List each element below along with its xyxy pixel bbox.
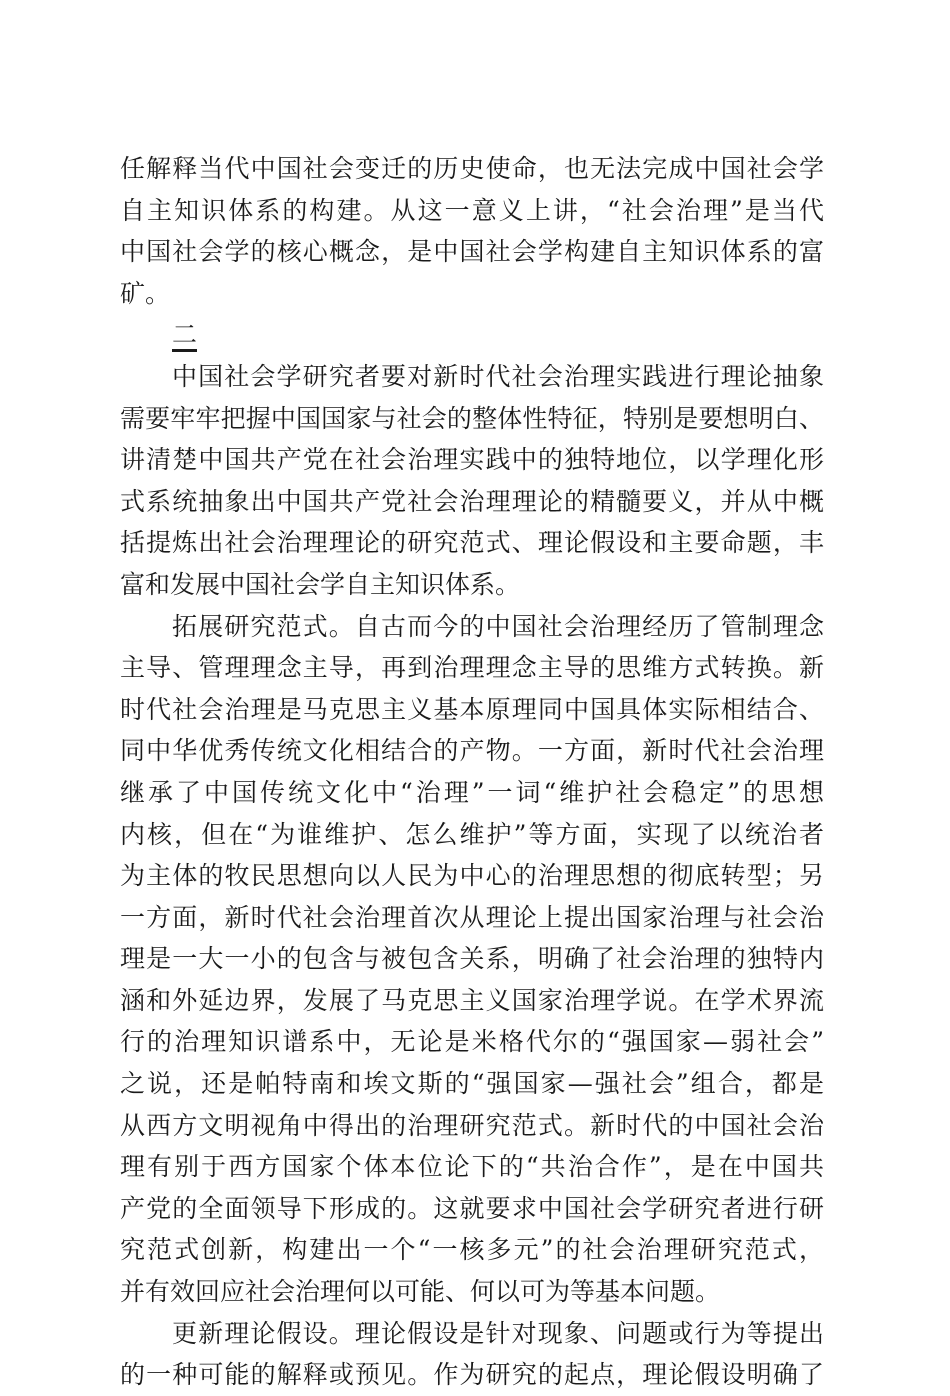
section-number: 二 (172, 314, 197, 356)
paragraph-theoretical-hypothesis (120, 1313, 824, 1396)
text-line: 自主知识体系的构建。从这一意义上讲，“社会治理”是当代 (120, 195, 824, 225)
section-heading (120, 314, 824, 356)
text-line: 更新理论假设。理论假设是针对现象、问题或行为等提出 (172, 1318, 824, 1348)
text-line: 理是一大一小的包含与被包含关系，明确了社会治理的独特内 (120, 944, 824, 974)
text-line: 继承了中国传统文化中“治理”一词“维护社会稳定”的思想 (120, 777, 824, 807)
paragraph-research-paradigm (120, 606, 824, 1313)
text-line: 主导、管理理念主导，再到治理理念主导的思维方式转换。新 (120, 653, 824, 683)
text-line: 内核，但在“为谁维护、怎么维护”等方面，实现了以统治者 (120, 819, 824, 849)
text-line: 括提炼出社会治理理论的研究范式、理论假设和主要命题，丰 (120, 528, 824, 558)
paragraph-carryover (120, 148, 824, 314)
paragraph-intro (120, 356, 824, 606)
text-line: 任解释当代中国社会变迁的历史使命，也无法完成中国社会学 (120, 154, 824, 183)
text-line: 富和发展中国社会学自主知识体系。 (120, 569, 521, 599)
text-line: 从西方文明视角中得出的治理研究范式。新时代的中国社会治 (120, 1110, 824, 1140)
text-line: 矿。 (120, 278, 171, 308)
text-line: 理有别于西方国家个体本位论下的“共治合作”，是在中国共 (120, 1152, 824, 1182)
text-line: 时代社会治理是马克思主义基本原理同中国具体实际相结合、 (120, 694, 824, 724)
text-line: 为主体的牧民思想向以人民为中心的治理思想的彻底转型；另 (120, 861, 824, 891)
text-line: 涵和外延边界，发展了马克思主义国家治理学说。在学术界流 (120, 985, 824, 1015)
text-line: 同中华优秀传统文化相结合的产物。一方面，新时代社会治理 (120, 736, 824, 766)
text-line: 式系统抽象出中国共产党社会治理理论的精髓要义，并从中概 (120, 486, 824, 516)
text-line: 中国社会学的核心概念，是中国社会学构建自主知识体系的富 (120, 237, 824, 267)
text-line: 拓展研究范式。自古而今的中国社会治理经历了管制理念 (172, 611, 824, 641)
text-line: 并有效回应社会治理何以可能、何以可为等基本问题。 (120, 1277, 721, 1307)
text-line: 究范式创新，构建出一个“一核多元”的社会治理研究范式， (120, 1235, 824, 1265)
text-line: 需要牢牢把握中国国家与社会的整体性特征，特别是要想明白、 (120, 403, 824, 433)
document-body (120, 148, 824, 1396)
text-line: 行的治理知识谱系中，无论是米格代尔的“强国家—弱社会” (120, 1027, 824, 1057)
text-line: 的一种可能的解释或预见。作为研究的起点，理论假设明确了 (120, 1360, 824, 1390)
text-line: 产党的全面领导下形成的。这就要求中国社会学研究者进行研 (120, 1193, 824, 1223)
text-line: 一方面，新时代社会治理首次从理论上提出国家治理与社会治 (120, 902, 824, 932)
text-line: 讲清楚中国共产党在社会治理实践中的独特地位，以学理化形 (120, 445, 824, 475)
text-line: 中国社会学研究者要对新时代社会治理实践进行理论抽象 (172, 361, 824, 391)
text-line: 之说，还是帕特南和埃文斯的“强国家—强社会”组合，都是 (120, 1069, 824, 1099)
